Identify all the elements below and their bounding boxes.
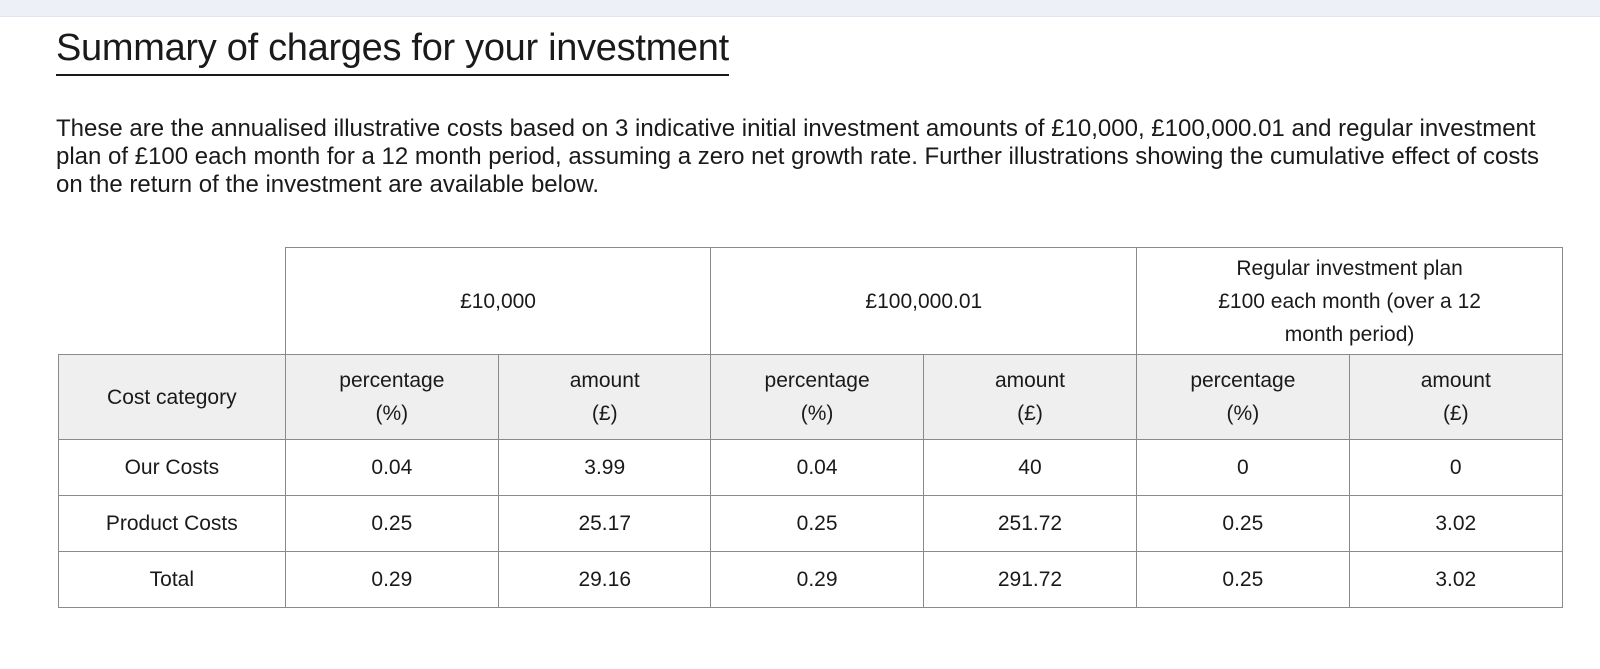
- group-header-100000: [711, 248, 1137, 355]
- table-cell: 0.25: [1137, 552, 1349, 608]
- percentage-unit: (%): [375, 402, 409, 425]
- row-category: Our Costs: [59, 440, 286, 496]
- amount-header: [1349, 355, 1562, 440]
- row-category: Product Costs: [59, 496, 286, 552]
- amount-unit: (£): [591, 402, 618, 425]
- group-header-line: Regular investment plan: [1236, 256, 1463, 280]
- table-cell: 251.72: [923, 496, 1136, 552]
- table-cell: 0.04: [711, 440, 923, 496]
- table-row-total: [59, 552, 1563, 608]
- table-cell: 25.17: [499, 496, 711, 552]
- percentage-header: [711, 355, 923, 440]
- percentage-unit: (%): [800, 402, 834, 425]
- top-strip: [0, 0, 1600, 17]
- group-header-row: [59, 248, 1563, 355]
- group-header-line: £10,000: [460, 289, 536, 313]
- amount-header: [499, 355, 711, 440]
- amount-label: amount: [569, 369, 640, 392]
- cost-category-header: Cost category: [59, 355, 286, 440]
- table-cell: 0.25: [285, 496, 498, 552]
- percentage-label: percentage: [764, 369, 870, 392]
- table-cell: 3.99: [499, 440, 711, 496]
- table-cell: 291.72: [923, 552, 1136, 608]
- amount-header: [923, 355, 1136, 440]
- percentage-unit: (%): [1226, 402, 1260, 425]
- percentage-header: [1137, 355, 1349, 440]
- table-cell: 40: [923, 440, 1136, 496]
- table-cell: 0.25: [1137, 496, 1349, 552]
- blank-corner: [59, 248, 286, 355]
- intro-paragraph: These are the annualised illustrative costs based on 3 indicative initial investment amounts of £10,000, £100,000.01 and regular investment plan of £100 each month for a 12 month period, assuming a zero net growth rate. Further illustrations showing the cumulative effect of costs on the return of the investment are available below.: [56, 115, 1540, 198]
- table-cell: 0: [1137, 440, 1349, 496]
- amount-label: amount: [1420, 369, 1491, 392]
- table-row-product-costs: [59, 496, 1563, 552]
- page-title: Summary of charges for your investment: [56, 24, 729, 76]
- percentage-label: percentage: [339, 369, 445, 392]
- table-cell: 3.02: [1349, 496, 1562, 552]
- charges-table: [58, 247, 1563, 608]
- group-header-line: month period): [1284, 322, 1415, 346]
- unit-header-row: [59, 355, 1563, 440]
- table-cell: 3.02: [1349, 552, 1562, 608]
- table-cell: 0: [1349, 440, 1562, 496]
- group-header-10000: [285, 248, 711, 355]
- table-cell: 0.25: [711, 496, 923, 552]
- group-header-line: £100,000.01: [865, 289, 983, 313]
- percentage-header: [285, 355, 498, 440]
- group-header-regular-plan: [1137, 248, 1563, 355]
- amount-unit: (£): [1017, 402, 1043, 425]
- group-header-line: £100 each month (over a 12: [1218, 289, 1481, 313]
- percentage-label: percentage: [1190, 369, 1296, 392]
- table-cell: 0.04: [285, 440, 498, 496]
- amount-unit: (£): [1442, 402, 1469, 425]
- table-cell: 29.16: [499, 552, 711, 608]
- row-category: Total: [59, 552, 286, 608]
- table-cell: 0.29: [711, 552, 923, 608]
- amount-label: amount: [994, 369, 1065, 392]
- table-row-our-costs: [59, 440, 1563, 496]
- table-cell: 0.29: [285, 552, 498, 608]
